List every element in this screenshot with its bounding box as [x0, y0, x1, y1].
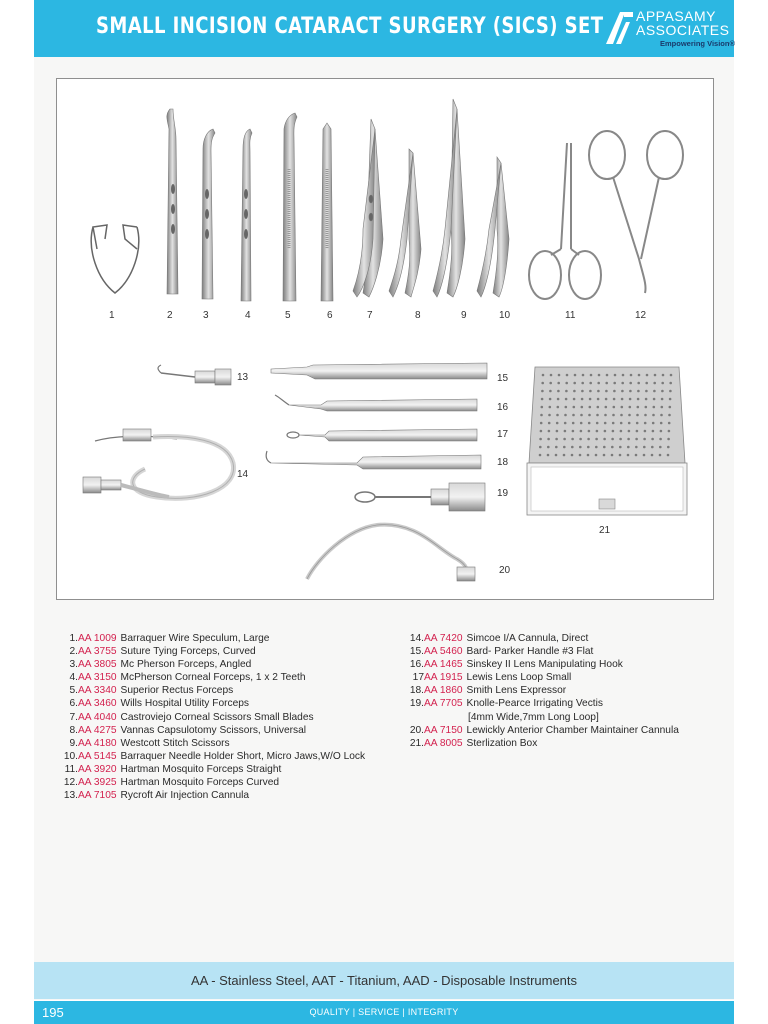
- list-item: [62, 697, 392, 710]
- item-code: AA 3920: [78, 763, 117, 775]
- item-description: Knolle-Pearce Irrigating Vectis: [466, 698, 603, 710]
- item-description: Lewickly Anterior Chamber Maintainer Cannula: [466, 724, 679, 736]
- brand-name-line1: APPASAMY: [636, 8, 716, 24]
- figure-label-9: 9: [461, 310, 467, 321]
- item-number: 5.: [69, 685, 78, 697]
- page-number: 195: [42, 1005, 64, 1020]
- figure-label-4: 4: [245, 310, 251, 321]
- item-description: Vannas Capsulotomy Scissors, Universal: [120, 724, 307, 736]
- item-description: Rycroft Air Injection Cannula: [120, 790, 250, 802]
- instrument-20-ac-maintainer: [307, 525, 475, 581]
- item-code: AA 4040: [78, 711, 117, 723]
- brand-tagline: Empowering Vision®: [660, 39, 735, 48]
- item-description: Bard- Parker Handle #3 Flat: [466, 646, 594, 658]
- item-description: McPherson Corneal Forceps, 1 x 2 Teeth: [120, 672, 306, 684]
- instrument-13-cannula: [158, 365, 231, 385]
- list-item: [62, 671, 392, 684]
- item-code: AA 1465: [424, 659, 463, 671]
- instrument-9-scissors: [433, 99, 465, 297]
- list-item: [62, 632, 392, 645]
- figure-label-12: 12: [635, 310, 647, 321]
- item-number: 17: [412, 672, 424, 684]
- brand-name-line2: ASSOCIATES: [636, 22, 730, 38]
- item-code: AA 3340: [78, 685, 117, 697]
- item-description: Lewis Lens Loop Small: [466, 672, 572, 684]
- figure-label-20: 20: [499, 565, 511, 576]
- item-description: Simcoe I/A Cannula, Direct: [466, 633, 589, 644]
- header-bar: [34, 0, 734, 57]
- item-description: Westcott Stitch Scissors: [120, 737, 230, 749]
- item-description: Hartman Mosquito Forceps Curved: [120, 777, 280, 789]
- figure-label-18: 18: [497, 457, 509, 468]
- item-number: 4.: [69, 672, 78, 684]
- item-number: 6.: [69, 698, 78, 710]
- item-number: 21.: [409, 737, 424, 749]
- item-code: AA 8005: [424, 737, 463, 749]
- item-description: Castroviejo Corneal Scissors Small Blades: [120, 711, 314, 723]
- footer-bar: [34, 1001, 734, 1024]
- item-number: 1.: [69, 633, 78, 644]
- list-item: [62, 658, 392, 671]
- item-number: 19.: [409, 698, 424, 710]
- instrument-17-lens-loop: [287, 429, 477, 441]
- list-item: [62, 684, 392, 697]
- instrument-6-forceps: [321, 123, 333, 301]
- list-item: [62, 645, 392, 658]
- item-number: 16.: [409, 659, 424, 671]
- list-item: [402, 658, 722, 671]
- instrument-16-lens-hook: [275, 395, 477, 411]
- instrument-4-forceps: [241, 129, 252, 301]
- item-number: 9.: [69, 737, 78, 749]
- figure-label-1: 1: [109, 310, 115, 321]
- item-description-continued: [4mm Wide,7mm Long Loop]: [468, 711, 599, 723]
- figure-label-2: 2: [167, 310, 173, 321]
- item-code: AA 5145: [78, 750, 117, 762]
- item-number: 10.: [63, 750, 78, 762]
- item-description: Superior Rectus Forceps: [120, 685, 234, 697]
- instrument-18-lens-expressor: [266, 451, 481, 469]
- figure-label-5: 5: [285, 310, 291, 321]
- list-item: [62, 789, 392, 802]
- list-item: [402, 632, 722, 645]
- instrument-10-needle-holder: [477, 157, 509, 297]
- material-legend: AA - Stainless Steel, AAT - Titanium, AAD - Disposable Instruments: [190, 973, 578, 988]
- figure-label-11: 11: [565, 310, 576, 321]
- figure-label-8: 8: [415, 310, 421, 321]
- item-description: Mc Pherson Forceps, Angled: [120, 659, 252, 671]
- figure-label-6: 6: [327, 310, 333, 321]
- list-item: [402, 684, 722, 697]
- item-code: AA 7105: [78, 790, 117, 802]
- figure-label-16: 16: [497, 402, 509, 413]
- figure-label-7: 7: [367, 310, 373, 321]
- item-description: Smith Lens Expressor: [466, 685, 567, 697]
- list-item: [402, 671, 722, 684]
- item-list-right: [402, 632, 722, 750]
- item-code: AA 1009: [78, 633, 117, 644]
- list-item: [62, 737, 392, 750]
- item-description: Hartman Mosquito Forceps Straight: [120, 763, 282, 775]
- item-description: Suture Tying Forceps, Curved: [120, 646, 256, 658]
- item-code: AA 3755: [78, 646, 117, 658]
- item-code: AA 1860: [424, 685, 463, 697]
- item-code: AA 3460: [78, 698, 117, 710]
- item-number: 11.: [64, 763, 78, 775]
- item-code: AA 4275: [78, 724, 117, 736]
- instrument-illustration: [57, 79, 715, 601]
- instrument-14-simcoe-cannula: [83, 429, 234, 498]
- instrument-3-forceps: [202, 129, 215, 299]
- item-code: AA 3805: [78, 659, 117, 671]
- instrument-1-speculum: [91, 225, 138, 293]
- item-number: 18.: [409, 685, 424, 697]
- brand-logo-icon: [604, 10, 634, 46]
- page-title: SMALL INCISION CATARACT SURGERY (SICS) SET: [96, 14, 604, 39]
- item-number: 3.: [69, 659, 78, 671]
- instrument-figure: [56, 78, 714, 600]
- figure-label-10: 10: [499, 310, 511, 321]
- item-description: Sinskey II Lens Manipulating Hook: [466, 659, 623, 671]
- item-code: AA 3925: [78, 777, 117, 789]
- list-item: [402, 645, 722, 658]
- item-number: 15.: [409, 646, 424, 658]
- list-item: [62, 763, 392, 776]
- list-item: [62, 724, 392, 737]
- instrument-8-scissors: [389, 149, 421, 297]
- brand-logo: [604, 8, 754, 52]
- list-item: [62, 750, 392, 763]
- instrument-12-mosquito-forceps: [589, 131, 683, 293]
- list-item: [402, 737, 722, 750]
- instrument-19-irrigating-vectis: [355, 483, 485, 511]
- item-code: AA 7705: [424, 698, 463, 710]
- figure-label-3: 3: [203, 310, 209, 321]
- item-code: AA 7420: [424, 633, 463, 644]
- list-item: [402, 697, 722, 710]
- instrument-2-forceps: [167, 109, 178, 294]
- item-description: Barraquer Needle Holder Short, Micro Jaws,W/O Lock: [120, 750, 366, 762]
- item-number: 8.: [69, 724, 78, 736]
- item-code: AA 7150: [424, 724, 463, 736]
- item-description: Wills Hospital Utility Forceps: [120, 698, 250, 710]
- figure-label-14: 14: [237, 469, 249, 480]
- material-legend-bar: [34, 962, 734, 999]
- list-item: [402, 724, 722, 737]
- item-description: Sterlization Box: [466, 737, 538, 749]
- instrument-15-blade-handle: [271, 363, 487, 379]
- figure-label-17: 17: [497, 429, 509, 440]
- item-number: 20.: [409, 724, 424, 736]
- item-code: AA 5460: [424, 646, 463, 658]
- item-number: 12.: [63, 777, 78, 789]
- item-description: Barraquer Wire Speculum, Large: [120, 633, 270, 644]
- list-item: [62, 711, 392, 724]
- list-item: [62, 776, 392, 789]
- item-code: AA 4180: [78, 737, 117, 749]
- footer-slogan: QUALITY | SERVICE | INTEGRITY: [309, 1007, 459, 1017]
- instrument-5-forceps: [283, 113, 297, 301]
- item-code: AA 3150: [78, 672, 117, 684]
- instrument-21-sterilization-box: [527, 367, 687, 515]
- item-number: 14.: [409, 633, 424, 644]
- figure-label-15: 15: [497, 373, 509, 384]
- figure-label-19: 19: [497, 488, 509, 499]
- item-code: AA 1915: [424, 672, 463, 684]
- item-list-left: [62, 632, 392, 802]
- item-number: 13.: [63, 790, 78, 802]
- instrument-7-scissors: [353, 119, 383, 297]
- figure-label-21: 21: [599, 525, 611, 536]
- item-number: 2.: [69, 646, 78, 658]
- item-number: 7.: [69, 711, 78, 723]
- figure-label-13: 13: [237, 372, 249, 383]
